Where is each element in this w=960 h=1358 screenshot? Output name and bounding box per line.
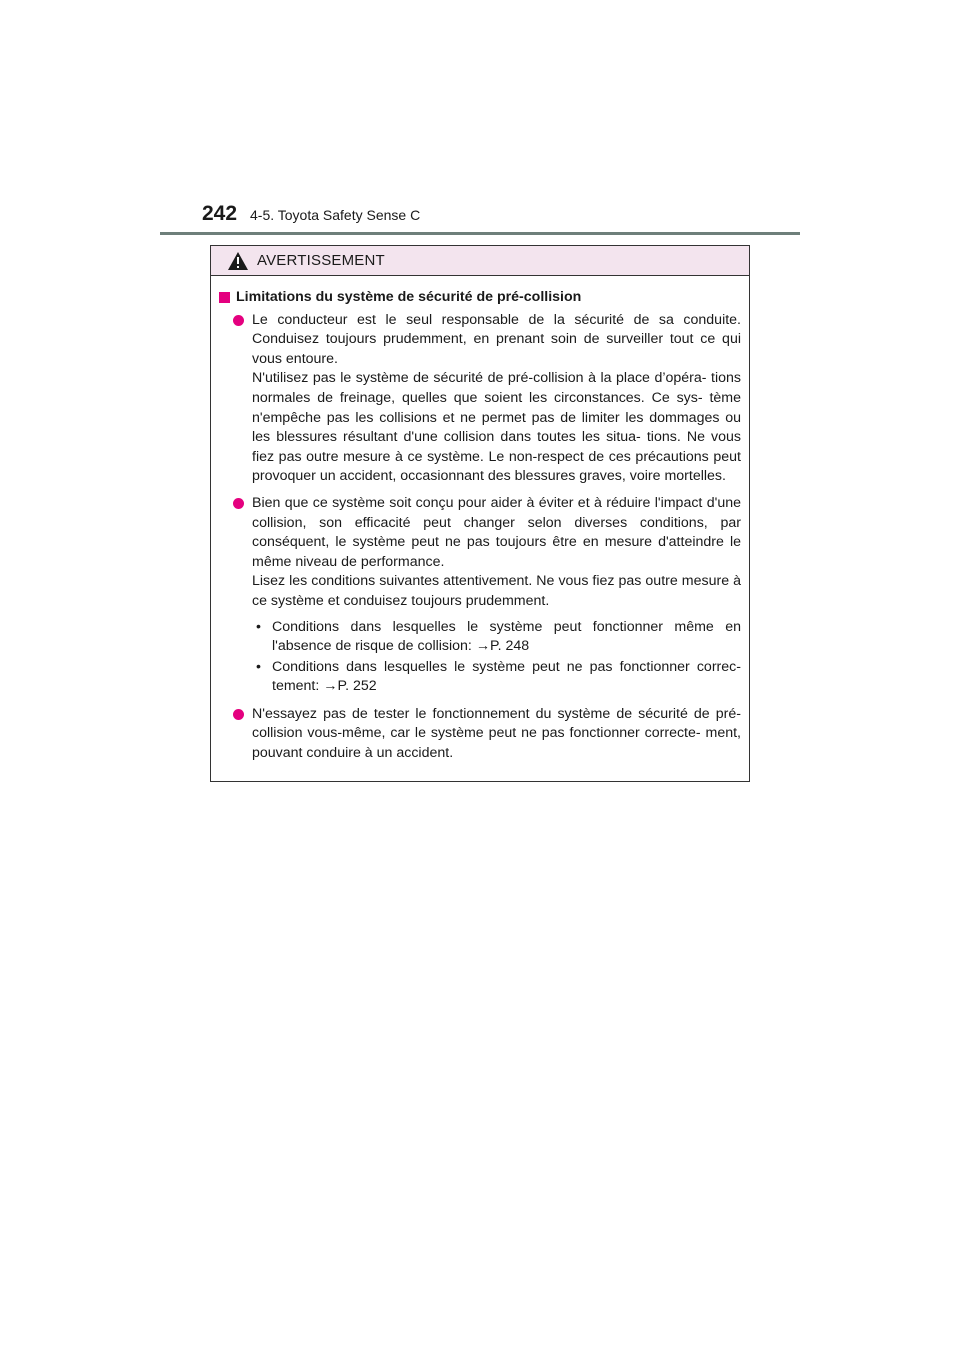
subheading-text: Limitations du système de sécurité de pré-collision <box>236 289 582 305</box>
warning-title: AVERTISSEMENT <box>257 252 385 269</box>
list-item <box>252 618 741 657</box>
subitem-text: Conditions dans lesquelles le système peut fonctionner même en l'absence de risque de collision: →P. 248 <box>272 618 741 655</box>
item-paragraph: N'essayez pas de tester le fonctionnement du système de sécurité de pré- collision vous-même, car le système peut ne pas fonctionner correcte- ment, pouvant conduire à un accident. <box>252 705 741 762</box>
header-divider <box>160 232 800 235</box>
warning-box <box>210 245 750 782</box>
item-paragraph: N'utilisez pas le système de sécurité de pré-collision à la place d’opéra- tions normales de freinage, quelles que soient les circonstances. Ce sys- tème n'empêche pas les collisions et ne permet pas de limiter les dommages ou les blessures résultant d'une collision dans toutes les situa- tions. Ne vous fiez pas outre mesure à ce système. Le non-respect de ces précautions peut provoquer un accident, occasionnant des blessures graves, voire mortelles. <box>252 370 741 485</box>
dot-bullet-icon <box>233 709 244 720</box>
subitem-text: Conditions dans lesquelles le système peut ne pas fonctionner correc- tement: →P. 252 <box>272 658 741 695</box>
item-paragraph: Lisez les conditions suivantes attentivement. Ne vous fiez pas outre mesure à ce système et conduisez toujours prudemment. <box>252 573 741 609</box>
list-item <box>252 658 741 697</box>
warning-item <box>219 705 741 764</box>
item-paragraph: Le conducteur est le seul responsable de la sécurité de sa conduite. Conduisez toujours prudemment, en prenant soin de surveiller tout ce qui vous entoure. <box>252 311 741 367</box>
item-paragraph: Bien que ce système soit conçu pour aider à éviter et à réduire l'impact d'une collision, son efficacité peut changer selon diverses conditions, par conséquent, le système peut ne pas toujours être en mesure d'atteindre le même niveau de performance. <box>252 494 741 570</box>
small-bullet-icon: • <box>256 658 261 675</box>
warning-body <box>211 276 749 764</box>
warning-item <box>219 311 741 487</box>
conditions-list <box>252 618 741 697</box>
dot-bullet-icon <box>233 498 244 509</box>
page-number: 242 <box>202 202 238 225</box>
small-bullet-icon: • <box>256 618 261 635</box>
square-bullet-icon <box>219 292 230 303</box>
warning-header <box>211 246 749 276</box>
warning-item <box>219 494 741 698</box>
warning-triangle-icon <box>227 251 249 271</box>
warning-subheading <box>219 288 741 308</box>
section-title: 4-5. Toyota Safety Sense C <box>250 207 421 223</box>
dot-bullet-icon <box>233 315 244 326</box>
